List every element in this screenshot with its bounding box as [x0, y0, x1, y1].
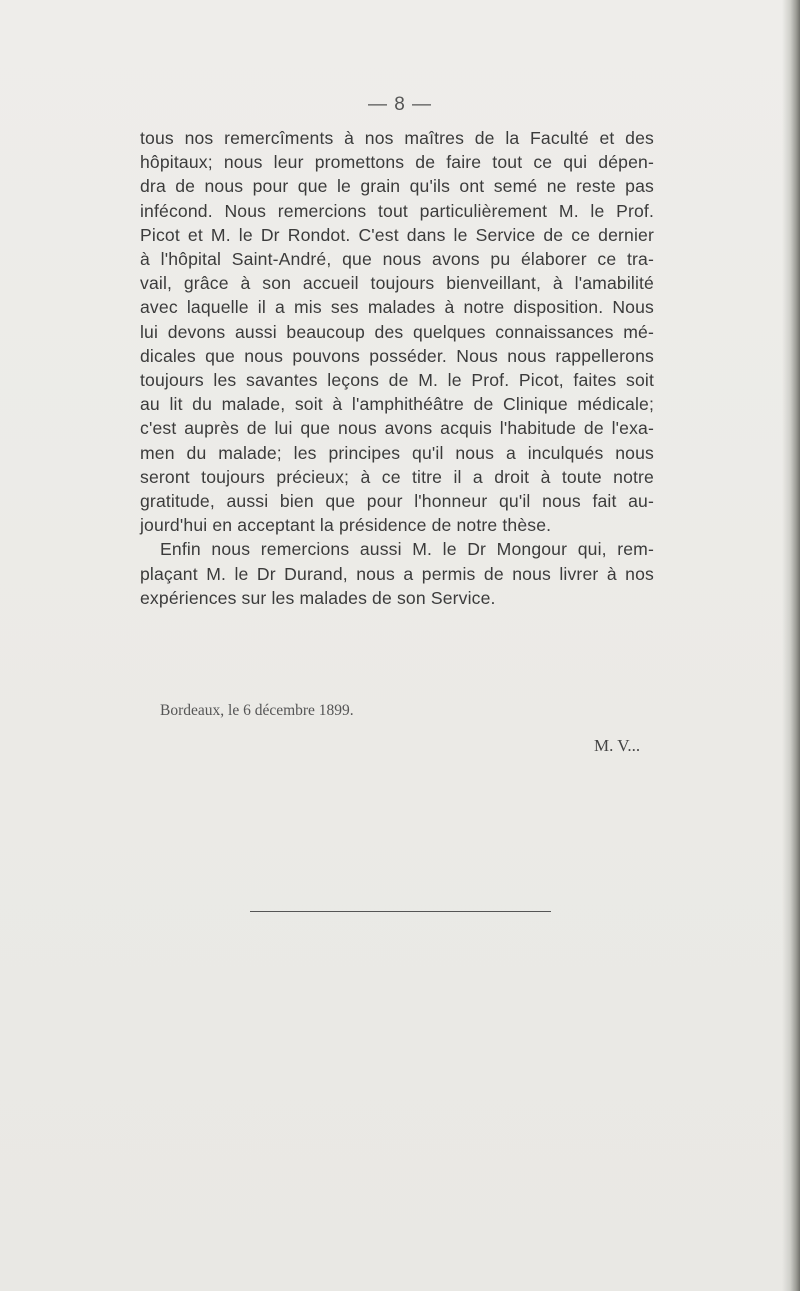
- text-line: men du malade; les principes qu'il nous a inculqués nous: [140, 442, 654, 463]
- text-line: Enfin nous remercions aussi M. le Dr Mongour qui, rem-: [160, 539, 654, 560]
- text-line: toujours les savantes leçons de M. le Prof. Picot, faites soit: [140, 370, 654, 391]
- text-line: jourd'hui en acceptant la présidence de notre thèse.: [140, 515, 552, 536]
- author-initials: M. V...: [594, 736, 641, 755]
- text-line: hôpitaux; nous leur promettons de faire tout ce qui dépen-: [140, 152, 654, 173]
- closing-rule: [250, 911, 551, 912]
- text-line: infécond. Nous remercions tout particulièrement M. le Prof.: [140, 200, 654, 221]
- text-line: avec laquelle il a mis ses malades à notre disposition. Nous: [140, 297, 654, 318]
- text-line: vail, grâce à son accueil toujours bienveillant, à l'amabilité: [140, 273, 654, 294]
- text-line: à l'hôpital Saint-André, que nous avons pu élaborer ce tra-: [140, 249, 654, 270]
- page-number: — 8 —: [367, 94, 433, 115]
- text-line: seront toujours précieux; à ce titre il a droit à toute notre: [140, 466, 654, 487]
- text-line: dra de nous pour que le grain qu'ils ont semé ne reste pas: [140, 176, 654, 197]
- text-line: au lit du malade, soit à l'amphithéâtre de Clinique médicale;: [140, 394, 654, 415]
- text-line: plaçant M. le Dr Durand, nous a permis de nous livrer à nos: [140, 563, 654, 584]
- place-date-signoff: Bordeaux, le 6 décembre 1899.: [160, 702, 354, 719]
- body-text: [140, 126, 654, 610]
- text-line: Picot et M. le Dr Rondot. C'est dans le Service de ce dernier: [140, 224, 654, 245]
- text-line: lui devons aussi beaucoup des quelques connaissances mé-: [140, 321, 654, 342]
- page-edge-shadow: [782, 0, 800, 1291]
- text-line: expériences sur les malades de son Service.: [140, 587, 496, 608]
- text-line: c'est auprès de lui que nous avons acquis l'habitude de l'exa-: [140, 418, 654, 439]
- text-line: dicales que nous pouvons posséder. Nous nous rappellerons: [140, 345, 654, 366]
- text-line: tous nos remercîments à nos maîtres de la Faculté et des: [140, 128, 654, 148]
- text-line: gratitude, aussi bien que pour l'honneur qu'il nous fait au-: [140, 491, 654, 512]
